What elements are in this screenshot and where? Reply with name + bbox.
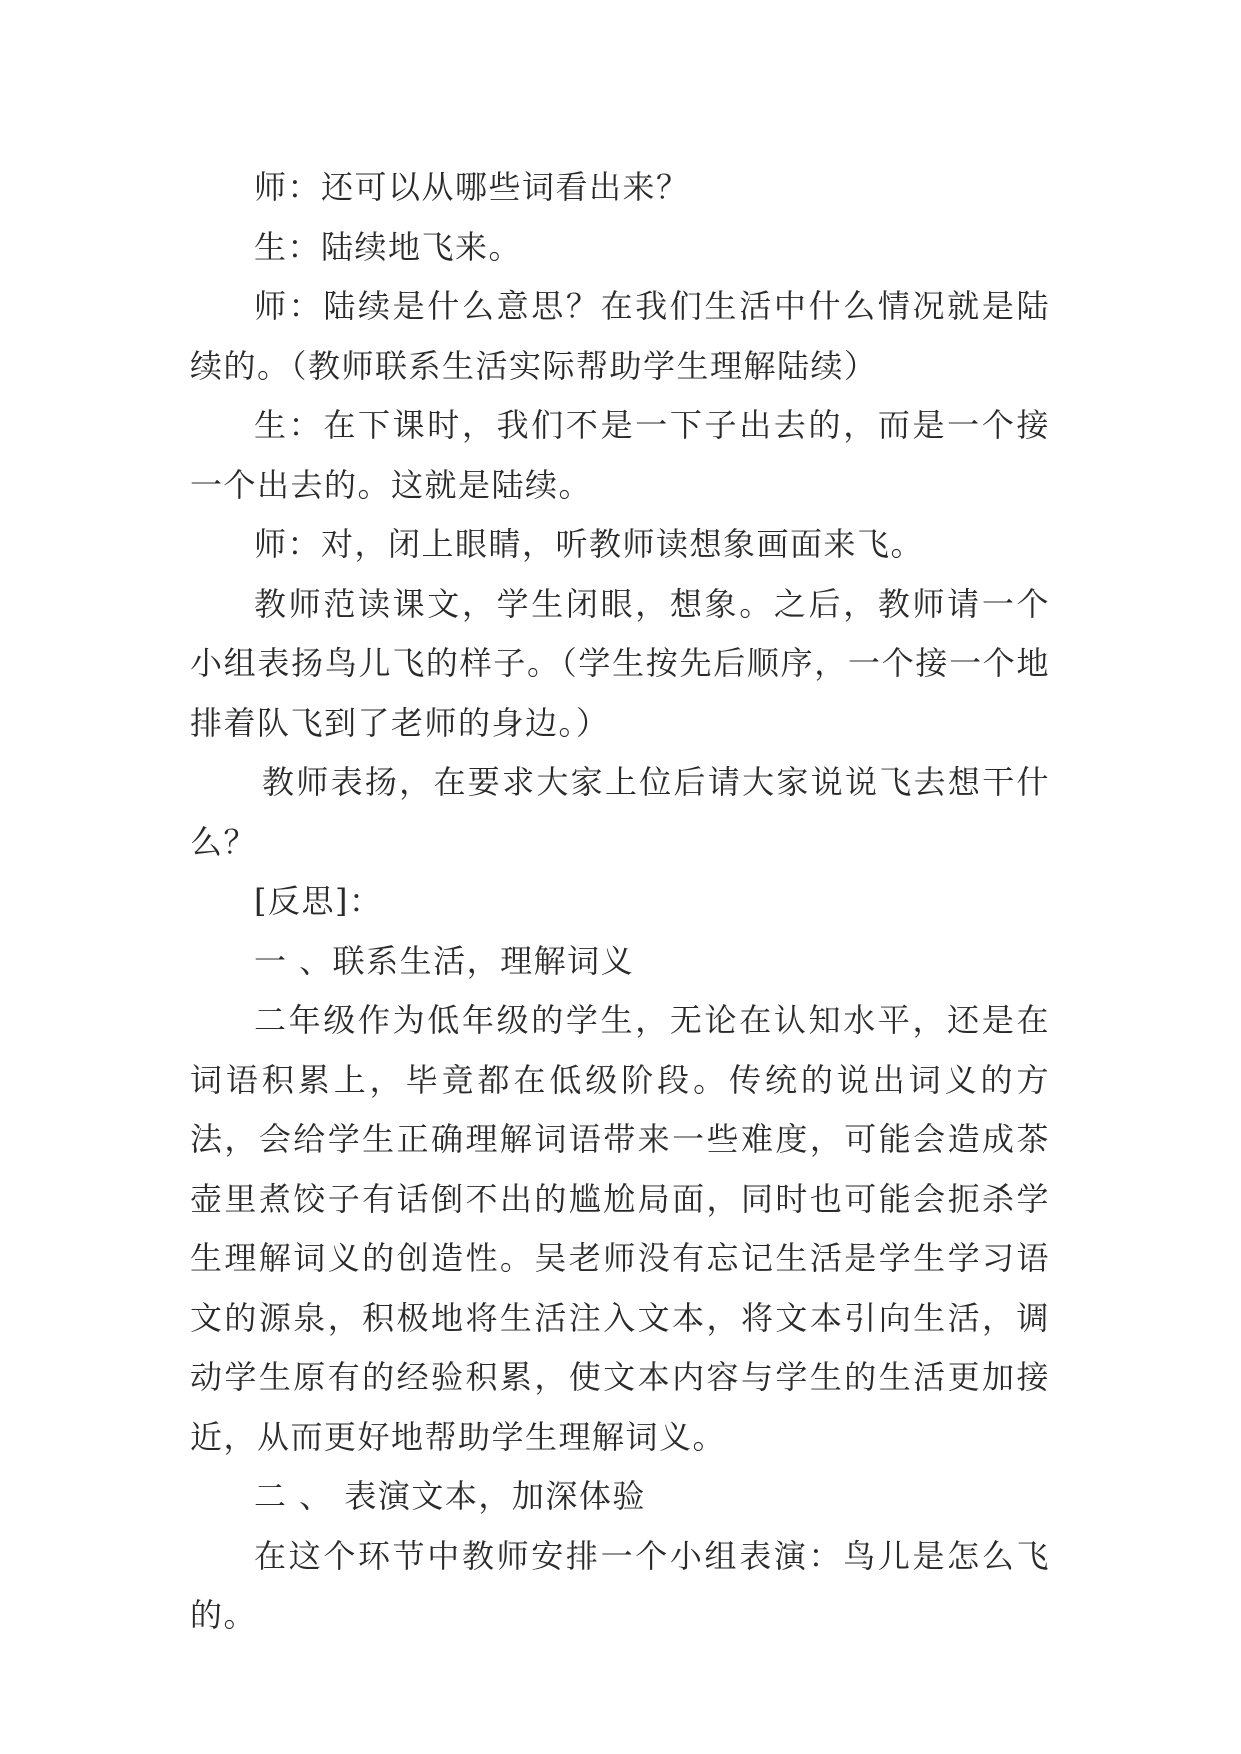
dialogue-student-answer: 生：陆续地飞来。: [254, 227, 523, 266]
narrative-paragraph: 教师范读课文，学生闭眼，想象。之后，教师请一个小组表扬鸟儿飞的样子。（学生按先后顺序，一个接一个地排着队飞到了老师的身边。）: [190, 584, 1050, 742]
reflection-paragraph: 二年级作为低年级的学生，无论在认知水平，还是在词语积累上，毕竟都在低级阶段。传统的说出词义的方法，会给学生正确理解词语带来一些难度，可能会造成茶壶里煮饺子有话倒不出的尴尬局面，同时也可能会扼杀学生理解词义的创造性。吴老师没有忘记生活是学生学习语文的源泉，积极地将生活注入文本，将文本引向生活，调动学生原有的经验积累，使文本内容与学生的生活更加接近，从而更好地帮助学生理解词义。: [190, 1001, 1050, 1456]
dialogue-teacher-question: 师：还可以从哪些词看出来？: [254, 168, 690, 206]
reflection-paragraph: 在这个环节中教师安排一个小组表演：鸟儿是怎么飞的。: [190, 1536, 1050, 1634]
document-body: [190, 158, 1050, 1646]
dialogue-student-example: 生：在下课时，我们不是一下子出去的，而是一个接一个出去的。这就是陆续。: [190, 406, 1050, 504]
section-heading-two: 二 、 表演文本，加深体验: [254, 1477, 646, 1515]
dialogue-teacher-instruction: 师：对，闭上眼睛，听教师读想象画面来飞。: [254, 525, 925, 563]
section-heading-one: 一 、联系生活，理解词义: [254, 941, 635, 980]
narrative-paragraph: 教师表扬，在要求大家上位后请大家说说飞去想干什么？: [190, 763, 1050, 861]
dialogue-teacher-explanation: 师：陆续是什么意思？在我们生活中什么情况就是陆续的。（教师联系生活实际帮助学生理解陆续）: [190, 287, 1050, 385]
reflection-heading: [反思]：: [254, 882, 383, 920]
